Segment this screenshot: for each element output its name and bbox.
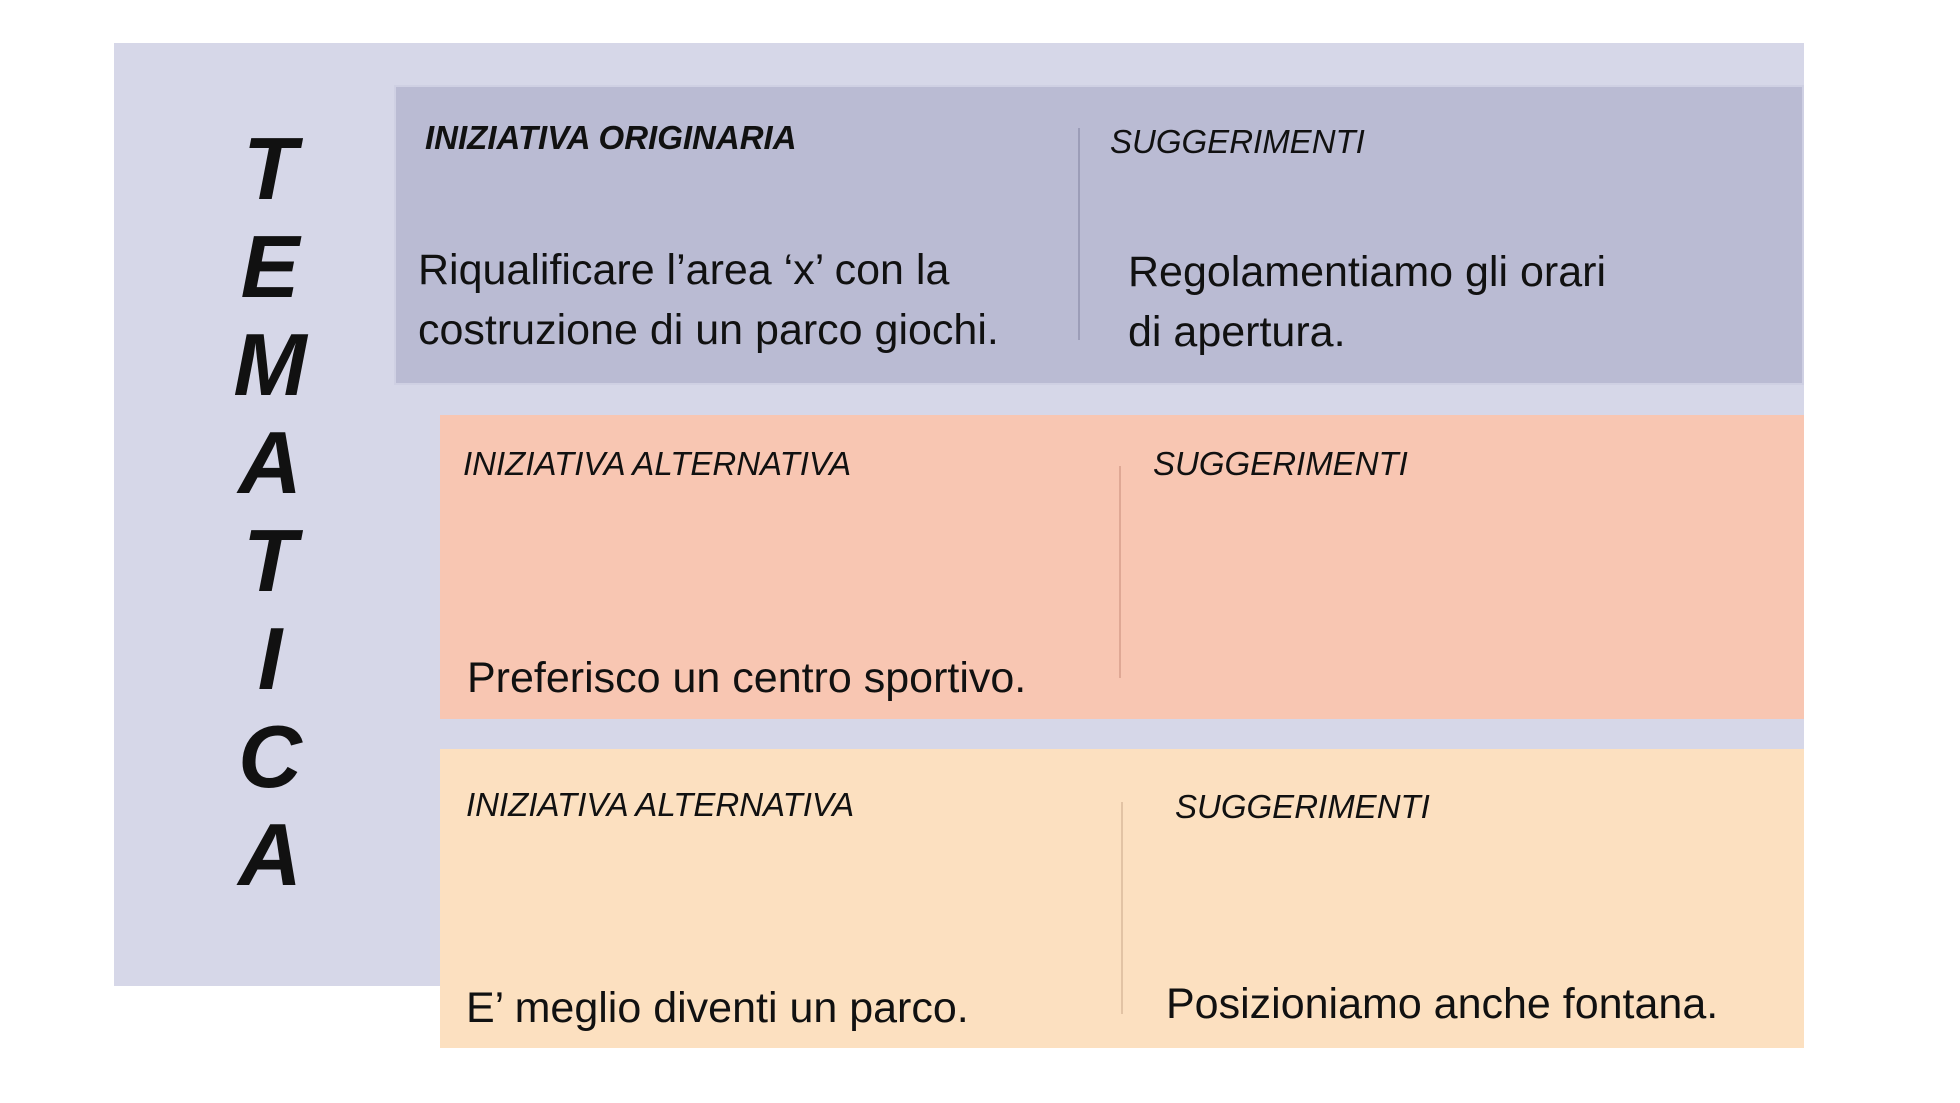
alternative-2-suggestions-text <box>1166 974 1718 1034</box>
original-suggestions-title: SUGGERIMENTI <box>1110 123 1365 160</box>
tematica-letter: T <box>243 511 297 610</box>
tematica-letter: M <box>233 315 307 414</box>
original-initiative-text-line: costruzione di un parco giochi. <box>418 306 999 354</box>
alternative-2-text <box>466 978 969 1038</box>
tematica-letter: T <box>243 119 297 218</box>
alternative-1-title: INIZIATIVA ALTERNATIVA <box>463 445 852 482</box>
tematica-letter: C <box>238 707 302 806</box>
alternative-2-suggestions-title: SUGGERIMENTI <box>1175 788 1430 825</box>
alternative-1-suggestions-title: SUGGERIMENTI <box>1153 445 1408 482</box>
original-initiative-text-line: Riqualificare l’area ‘x’ con la <box>418 246 950 294</box>
tematica-letter: A <box>238 805 302 904</box>
alternative-1-text <box>467 648 1026 708</box>
original-suggestions-text <box>1128 242 1606 362</box>
tematica-vertical-label <box>200 120 340 904</box>
original-suggestion-line: Regolamentiamo gli orari <box>1128 248 1606 296</box>
alternative-2-panel-divider <box>1121 802 1123 1014</box>
original-suggestion-line: di apertura. <box>1128 308 1346 356</box>
alternative-1-text-line: Preferisco un centro sportivo. <box>467 654 1027 702</box>
tematica-letter: E <box>240 217 300 316</box>
alternative-2-text-line: E’ meglio diventi un parco. <box>466 984 969 1032</box>
tematica-letter: I <box>257 609 283 708</box>
alternative-2-title: INIZIATIVA ALTERNATIVA <box>466 786 855 823</box>
original-panel-divider <box>1078 128 1080 340</box>
original-initiative-text <box>418 240 999 360</box>
original-initiative-title: INIZIATIVA ORIGINARIA <box>425 119 797 156</box>
alternative-2-suggestion-line: Posizioniamo anche fontana. <box>1166 980 1719 1028</box>
alternative-1-panel-divider <box>1119 466 1121 678</box>
tematica-letter: A <box>238 413 302 512</box>
